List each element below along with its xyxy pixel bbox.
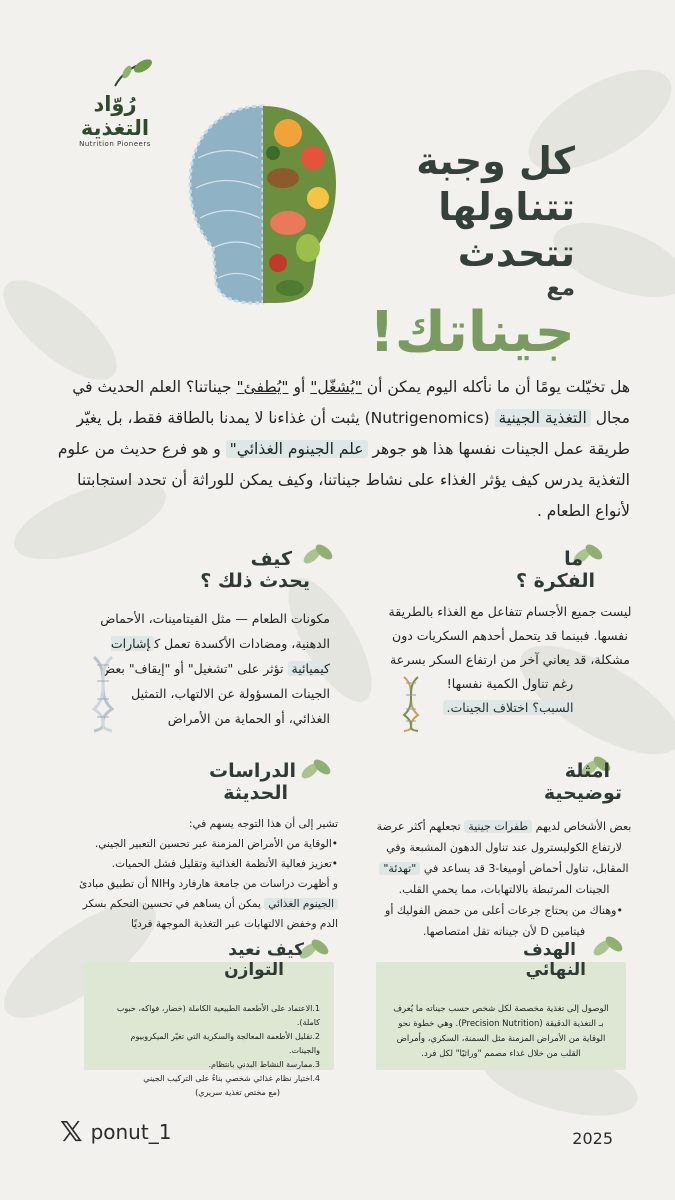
studies-card — [68, 760, 338, 934]
studies-text: •تعزيز فعالية الأنظمة الغذائية وتقليل فشل الحميات. — [111, 858, 338, 870]
intro-highlight: علم الجينوم الغذائي" — [226, 440, 368, 458]
idea-title-2: الفكرة ؟ — [515, 570, 595, 592]
x-logo-icon: 𝕏 — [60, 1115, 83, 1148]
idea-title-1: ما — [564, 548, 583, 570]
dna-icon — [400, 675, 422, 733]
balance-title-2: التوازن — [224, 960, 284, 980]
balance-item: 4.اختيار نظام غذائي شخصي بناءً على التركيب الجيني — [143, 1074, 320, 1083]
how-text: مكونات الطعام — مثل الفيتامينات، الأحماض الدهنية، ومضادات الأكسدة تعمل ك — [100, 611, 330, 651]
year-label: 2025 — [572, 1129, 613, 1148]
examples-highlight: طفرات جينية — [464, 820, 532, 833]
how-card — [90, 548, 330, 731]
brand-logo — [60, 58, 170, 148]
examples-title-1: امثلة — [564, 760, 610, 782]
examples-text: بعض الأشخاص لديهم — [532, 820, 632, 833]
intro-text: "يُطفئ" — [236, 378, 289, 396]
balance-item: (مع مختص تغذية سريري) — [195, 1088, 280, 1097]
title-line-3: تتحدث — [457, 231, 575, 275]
page-title — [369, 138, 575, 365]
goal-title-2: النهائي — [525, 960, 586, 980]
examples-highlight: "تهدئة" — [379, 862, 420, 875]
dna-icon — [90, 655, 116, 733]
balance-list — [98, 1002, 320, 1100]
goal-title-1: الهدف — [522, 940, 576, 960]
studies-title-2: الحديثة — [223, 782, 288, 804]
leaf-logo-icon — [105, 58, 155, 88]
examples-card — [370, 760, 638, 942]
balance-box — [84, 940, 334, 1097]
examples-body — [370, 816, 638, 942]
head-illustration — [178, 98, 348, 308]
balance-item: 2.تقليل الأطعمة المعالجة والسكرية التي تغيّر الميكروبيوم والجينات. — [130, 1032, 320, 1055]
examples-text: •وهناك من يحتاج جرعات أعلى من حمض الفوليك أو فيتامين D لأن جيناته تقل امتصاصها. — [385, 904, 623, 938]
how-title-2: يحدث ذلك ؟ — [200, 570, 310, 592]
title-line-1: كل وجبة — [416, 139, 575, 183]
examples-text: تجعلهم أكثر عرضة لارتفاع الكوليسترول عند تناول الدهون المشبعة وفي المقابل، تناول أحماض أوميغا-3 قد يساعد في — [376, 820, 629, 875]
title-line-2: تتناولها — [438, 185, 575, 229]
how-title-1: كيف — [250, 548, 292, 570]
how-body — [90, 606, 330, 731]
examples-text: الجينات المرتبطة بالالتهابات، مما يحمي القلب. — [398, 883, 610, 896]
studies-body — [68, 814, 338, 934]
intro-text: جيناتنا؟ العلم الحديث في مجال — [72, 378, 630, 427]
studies-title-1: الدراسات — [209, 760, 296, 782]
intro-text: (Nutrigenomics) يثبت أن غذاءنا لا يمدنا بالطاقة فقط، بل يغيّر طريقة عمل الجينات نفسها هذا هو جوهر — [76, 409, 630, 458]
idea-highlight: السبب؟ اختلاف الجينات. — [443, 700, 578, 715]
how-text: تؤثر على "تشغيل" أو "إيقاف" بعض الجينات المسؤولة عن الالتهاب، التمثيل الغذائي، أو الحماية من الأمراض — [100, 661, 330, 726]
title-line-4: مع — [546, 276, 575, 301]
intro-text: أو — [288, 378, 311, 396]
balance-title-1: كيف نعيد — [228, 940, 304, 960]
intro-text: "يُشغّل" — [310, 378, 362, 396]
intro-highlight: التغذية الجينية — [495, 409, 591, 427]
balance-item: 1.الاعتماد على الأطعمة الطبيعية الكاملة (خضار، فواكه، حبوب كاملة). — [116, 1004, 320, 1027]
intro-text: و هو فرع حديث من علوم التغذية يدرس كيف يؤثر الغذاء على نشاط جيناتنا، وكيف يمكن للوراثة أن تحدد استجابتنا لأنواع الطعام . — [57, 440, 630, 520]
studies-text: تشير إلى أن هذا التوجه يسهم في: — [189, 818, 338, 830]
title-line-5: جيناتك! — [369, 300, 575, 365]
studies-highlight: الجينوم الغذائي — [264, 898, 338, 910]
goal-box — [376, 940, 626, 1070]
idea-body: ليست جميع الأجسام تتفاعل مع الغذاء بالطريقة نفسها. فبينما قد يتحمل أحدهم السكريات دون مشكلة، قد يعاني آخر من ارتفاع السكر بسرعة رغم تناول الكمية نفسها! — [388, 604, 632, 691]
logo-sub: Nutrition Pioneers — [79, 140, 151, 148]
balance-item: 3.ممارسة النشاط البدني بانتظام. — [208, 1060, 320, 1069]
examples-title-2: توضيحية — [543, 782, 622, 804]
intro-text: هل تخيّلت يومًا أن ما نأكله اليوم يمكن أن — [361, 378, 630, 396]
goal-body: الوصول إلى تغذية مخصصة لكل شخص حسب جيناته ما يُعرف بـ التغذية الدقيقة (Precision Nutrition). وهي خطوة نحو الوقاية من الأمراض المزمنة مثل السمنة، السكري، وأمراض القلب من خلال غذاء مصمم "وراثيًا" لكل فرد. — [393, 1004, 609, 1059]
handle-text: ponut_1 — [90, 1120, 172, 1144]
studies-text: و أظهرت دراسات من جامعة هارفارد وNIH أن تطبيق مبادئ — [79, 878, 338, 890]
studies-text: •الوقاية من الأمراض المزمنة عبر تحسين التعبير الجيني. — [94, 838, 338, 850]
social-handle[interactable] — [60, 1115, 172, 1148]
studies-text: يمكن أن يساهم في تحسين التحكم بسكر الدم وخفض الالتهابات عبر التغذية الموجهة فرديًا — [82, 898, 338, 930]
intro-paragraph — [50, 372, 630, 527]
logo-name: رُوّاد التغذية — [80, 92, 150, 140]
how-highlight: إشارات كيميائية — [110, 636, 330, 676]
idea-card — [385, 548, 635, 720]
